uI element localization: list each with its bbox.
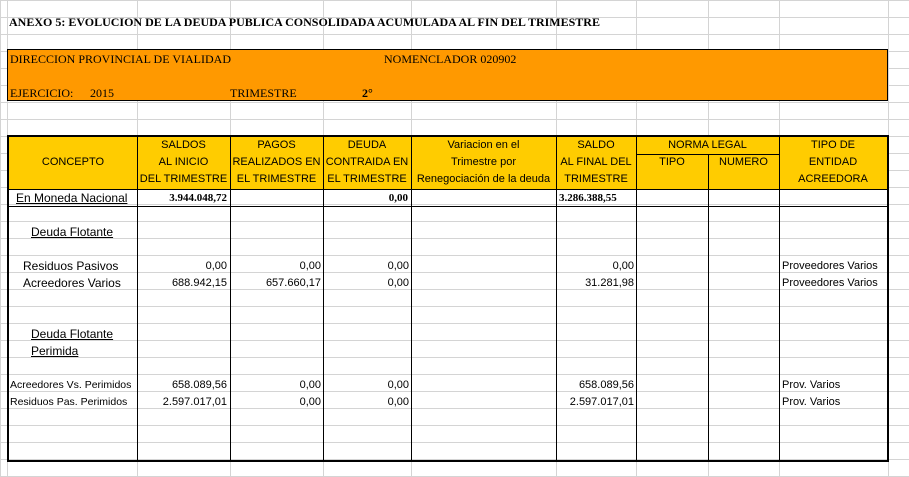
ejercicio-value: 2015 — [90, 86, 114, 100]
header-tipo-entidad-3: ACREEDORA — [798, 173, 868, 185]
header-variacion-3: Renegociación de la deuda — [416, 173, 551, 185]
row-acreedores-saldo-inicio: 688.942,15 — [171, 277, 227, 289]
row-acr-perimidos-entidad: Prov. Varios — [782, 379, 841, 391]
row-residuos-entidad: Proveedores Varios — [782, 260, 878, 272]
row-res-perimidos-saldo-final: 2.597.017,01 — [569, 396, 634, 408]
row-acr-perimidos-concepto: Acreedores Vs. Perimidos — [10, 379, 132, 391]
row-acreedores-saldo-final: 31.281,98 — [585, 277, 634, 289]
row-acr-perimidos-saldo-final: 658.089,56 — [578, 379, 634, 391]
sheet-title: ANEXO 5: EVOLUCION DE LA DEUDA PUBLICA CONSOLIDADA ACUMULADA AL FIN DEL TRIMESTRE — [9, 15, 600, 29]
row-residuos-deuda: 0,00 — [387, 260, 409, 272]
debt-table — [7, 135, 889, 462]
row-res-perimidos-entidad: Prov. Varios — [782, 396, 841, 408]
info-banner — [7, 49, 888, 101]
trimestre-value: 2° — [362, 86, 373, 100]
row-perimida-concepto-2: Perimida — [31, 344, 79, 358]
header-numero: NUMERO — [719, 156, 768, 168]
header-tipo: TIPO — [659, 156, 685, 168]
row-acreedores-deuda: 0,00 — [387, 277, 409, 289]
header-deuda-3: EL TRIMESTRE — [327, 173, 407, 185]
header-saldos-3: DEL TRIMESTRE — [139, 173, 228, 185]
header-variacion-2: Trimestre por — [451, 156, 516, 168]
header-pagos-2: REALIZADOS EN — [232, 156, 321, 168]
row-acreedores-concepto: Acreedores Varios — [23, 276, 121, 290]
trimestre-label: TRIMESTRE — [230, 86, 297, 100]
row-moneda-deuda: 0,00 — [388, 192, 408, 204]
row-acr-perimidos-pagos: 0,00 — [299, 379, 321, 391]
ejercicio-label: EJERCICIO: — [10, 86, 74, 100]
header-saldos-1: SALDOS — [161, 139, 206, 151]
header-deuda-2: CONTRAIDA EN — [325, 156, 409, 168]
header-deuda-1: DEUDA — [347, 139, 387, 151]
header-pagos-1: PAGOS — [257, 139, 296, 151]
row-residuos-saldo-inicio: 0,00 — [205, 260, 227, 272]
row-res-perimidos-saldo-inicio: 2.597.017,01 — [162, 396, 227, 408]
row-acreedores-pagos: 657.660,17 — [265, 277, 321, 289]
header-pagos-3: EL TRIMESTRE — [236, 173, 317, 185]
header-tipo-entidad-2: ENTIDAD — [808, 156, 858, 168]
row-res-perimidos-pagos: 0,00 — [299, 396, 321, 408]
header-saldo-2: AL FINAL DEL — [560, 156, 632, 168]
row-moneda-saldo-inicio: 3.944.048,72 — [169, 192, 227, 204]
row-acr-perimidos-saldo-inicio: 658.089,56 — [171, 379, 227, 391]
row-res-perimidos-deuda: 0,00 — [387, 396, 409, 408]
header-concepto: CONCEPTO — [41, 156, 105, 168]
row-residuos-pagos: 0,00 — [299, 260, 321, 272]
row-residuos-saldo-final: 0,00 — [612, 260, 634, 272]
row-residuos-concepto: Residuos Pasivos — [23, 259, 119, 273]
col-sep — [636, 137, 637, 460]
header-norma-legal: NORMA LEGAL — [668, 139, 747, 151]
row-perimida-concepto-1: Deuda Flotante — [31, 327, 114, 341]
row-moneda-concepto: En Moneda Nacional — [16, 191, 128, 205]
direccion-label: DIRECCION PROVINCIAL DE VIALIDAD — [10, 52, 231, 66]
header-variacion-1: Variacion en el — [447, 139, 520, 151]
col-sep — [708, 154, 709, 460]
header-saldo-1: SALDO — [577, 139, 615, 151]
header-saldos-2: AL INICIO — [158, 156, 209, 168]
nomenclador-label: NOMENCLADOR 020902 — [384, 52, 517, 66]
row-moneda-saldo-final: 3.286.388,55 — [559, 192, 617, 204]
row-res-perimidos-concepto: Residuos Pas. Perimidos — [10, 396, 128, 408]
row-acreedores-entidad: Proveedores Varios — [782, 277, 878, 289]
row-acr-perimidos-deuda: 0,00 — [387, 379, 409, 391]
header-tipo-entidad-1: TIPO DE — [810, 139, 855, 151]
row-flotante-concepto: Deuda Flotante — [31, 225, 114, 239]
header-saldo-3: TRIMESTRE — [564, 173, 628, 185]
